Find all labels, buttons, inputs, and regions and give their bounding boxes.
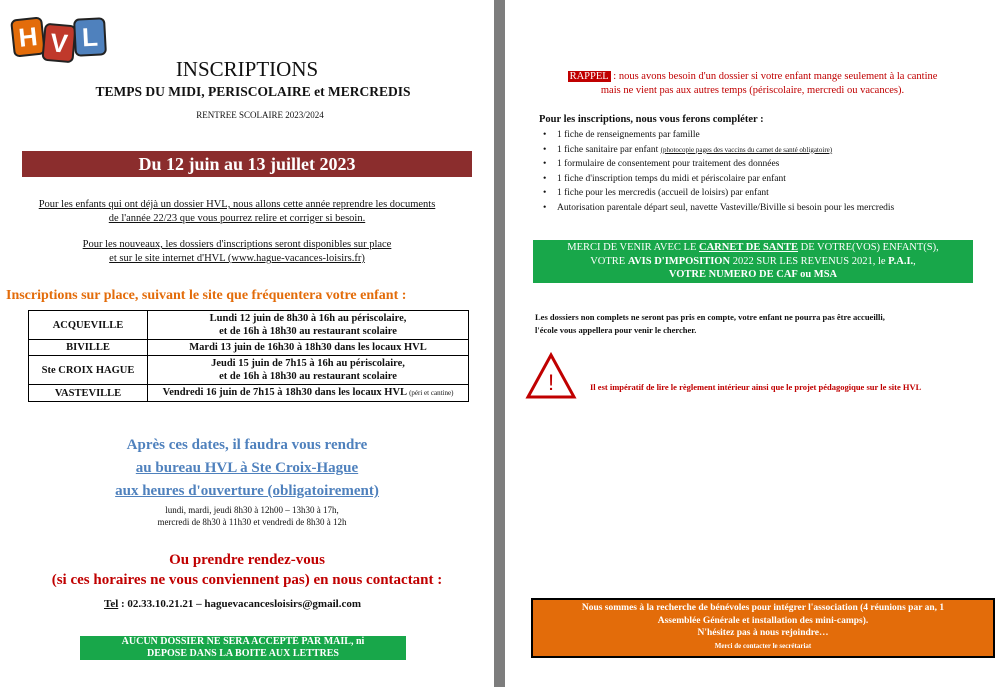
rdv-line: Ou prendre rendez-vous (169, 552, 325, 568)
logo-letter-v: V (41, 23, 76, 64)
fiches-heading: Pour les inscriptions, nous vous ferons compléter : (539, 114, 764, 125)
schedule-line: Vendredi 16 juin de 7h15 à 18h30 dans les locaux HVL (162, 387, 407, 398)
table-row (29, 311, 469, 340)
volunteers-line: Assemblée Générale et installation des mini-camps). (657, 615, 869, 626)
list-item (557, 157, 979, 172)
schedule-line: Jeudi 15 juin de 7h15 à 16h au périscolaire, (211, 358, 405, 369)
merci-text: 2022 SUR LES REVENUS 2021, le (730, 255, 889, 267)
warning-triangle-icon (525, 352, 577, 400)
schedule-cell (148, 356, 469, 385)
after-dates-block (0, 434, 494, 503)
mail-warning-box (80, 636, 406, 660)
incomplete-line: Les dossiers non complets ne seront pas pris en compte, votre enfant ne pourra pas être accueilli, (535, 312, 885, 322)
schedule-table (28, 310, 469, 402)
schedule-cell (148, 385, 469, 402)
list-item (557, 128, 979, 143)
intro-text (0, 198, 474, 226)
logo-letter-h: H (10, 16, 46, 57)
new-families-line: Pour les nouveaux, les dossiers d'inscriptions seront disponibles sur place (82, 239, 392, 250)
volunteers-line: N'hésitez pas à nous rejoindre… (697, 628, 829, 638)
page-title: INSCRIPTIONS (175, 57, 319, 81)
schedule-line: Lundi 12 juin de 8h30 à 16h au périscolaire, (209, 313, 407, 324)
schedule-cell (148, 340, 469, 356)
date-banner: Du 12 juin au 13 juillet 2023 (22, 151, 472, 177)
merci-text: VOTRE NUMERO DE (668, 269, 777, 280)
list-item (557, 201, 979, 216)
list-item-text: Autorisation parentale départ seul, navette Vasteville/Biville si besoin pour les mercredis (557, 202, 895, 213)
rappel-text: mais ne vient pas aux autres temps (périscolaire, mercredi ou vacances). (600, 85, 905, 96)
table-row (29, 356, 469, 385)
contact-line (104, 598, 361, 610)
list-item-text: 1 formulaire de consentement pour traitement des données (557, 159, 780, 169)
site-cell: BIVILLE (29, 340, 148, 356)
merci-highlight: CAF ou MSA (776, 269, 838, 280)
site-cell: Ste CROIX HAGUE (29, 356, 148, 385)
after-dates-line: au bureau HVL à Ste Croix-Hague (135, 460, 359, 476)
mail-warning-line: AUCUN DOSSIER NE SERA ACCEPTÉ PAR MAIL, ni (121, 636, 365, 647)
merci-highlight: CARNET DE SANTE (698, 242, 798, 253)
incomplete-notice (535, 311, 995, 337)
list-item (557, 186, 979, 201)
fiches-list-wrap (539, 128, 979, 215)
right-page (505, 0, 1000, 687)
left-page (0, 0, 494, 687)
merci-highlight: P.A.I. (888, 255, 914, 267)
schedule-line: et de 16h à 18h30 au restaurant scolaire (219, 326, 397, 337)
list-item-text: 1 fiche d'inscription temps du midi et périscolaire par enfant (557, 173, 786, 184)
new-families-text (0, 238, 474, 266)
logo-letter-l: L (73, 17, 107, 57)
rappel-text: : nous avons besoin d'un dossier si votre enfant mange seulement à la cantine (610, 71, 938, 82)
volunteers-box (531, 598, 995, 658)
schedule-line: Mardi 13 juin de 16h30 à 18h30 dans les locaux HVL (189, 342, 427, 353)
rdv-line: (si ces horaires ne vous conviennent pas) en nous contactant : (51, 572, 443, 588)
warning-glyph: ! (547, 370, 555, 395)
site-cell: VASTEVILLE (29, 385, 148, 402)
fiche-note: (photocopie pages des vaccins du carnet de santé obligatoire) (660, 145, 833, 154)
merci-text: VOTRE (590, 255, 628, 267)
merci-text: MERCI DE VENIR AVEC LE (567, 242, 699, 253)
mail-warning-line: DEPOSE DANS LA BOITE AUX LETTRES (146, 648, 339, 659)
list-item-text: 1 fiche pour les mercredis (accueil de loisirs) par enfant (557, 188, 769, 198)
tel-label: Tel (104, 598, 119, 610)
after-dates-line: Après ces dates, il faudra vous rendre (126, 437, 368, 453)
new-families-line: et sur le site internet d'HVL (www.hague-vacances-loisirs.fr) (109, 253, 365, 264)
after-dates-line: aux heures d'ouverture (obligatoirement) (115, 483, 379, 499)
site-cell: ACQUEVILLE (29, 311, 148, 340)
rdv-block (0, 550, 494, 590)
warning-text: Il est impératif de lire le règlement intérieur ainsi que le projet pédagogique sur le site HVL (590, 382, 922, 392)
volunteers-line: Merci de contacter le secrétariat (714, 641, 812, 650)
merci-text: , (913, 255, 916, 267)
page-subtitle: TEMPS DU MIDI, PERISCOLAIRE et MERCREDIS (95, 84, 411, 99)
rappel-label: RAPPEL (569, 71, 609, 82)
list-item-text: 1 fiche de renseignements par famille (557, 130, 700, 140)
rentree-text: RENTREE SCOLAIRE 2023/2024 (196, 110, 324, 120)
incomplete-line: l'école vous appellera pour venir le chercher. (535, 325, 697, 335)
schedule-note: (péri et cantine) (409, 389, 454, 397)
volunteers-line: Nous sommes à la recherche de bénévoles pour intégrer l'association (4 réunions par an, 1 (581, 603, 945, 613)
list-item (557, 172, 979, 187)
fiches-list (539, 128, 979, 215)
onsite-heading: Inscriptions sur place, suivant le site que fréquentera votre enfant : (6, 288, 407, 303)
rappel-block (505, 70, 1000, 98)
schedule-cell (148, 311, 469, 340)
table-row (29, 385, 469, 402)
schedule-line: et de 16h à 18h30 au restaurant scolaire (219, 371, 397, 382)
office-hours-line: mercredi de 8h30 à 11h30 et vendredi de 8h30 à 12h (157, 517, 347, 527)
list-item-text: 1 fiche sanitaire par enfant (557, 144, 659, 155)
intro-line: de l'année 22/23 que vous pourrez relire et corriger si besoin. (108, 213, 366, 224)
contact-details[interactable]: : 02.33.10.21.21 – haguevacancesloisirs@gmail.com (118, 598, 362, 610)
office-hours-line: lundi, mardi, jeudi 8h30 à 12h00 – 13h30 à 17h, (165, 505, 339, 515)
office-hours (132, 504, 372, 528)
intro-line: Pour les enfants qui ont déjà un dossier HVL, nous allons cette année reprendre les documents (38, 199, 436, 210)
merci-highlight: AVIS D'IMPOSITION (627, 255, 731, 267)
list-item (557, 143, 979, 158)
documents-box (533, 240, 973, 283)
table-row (29, 340, 469, 356)
merci-text: DE VOTRE(VOS) ENFANT(S), (797, 242, 939, 253)
